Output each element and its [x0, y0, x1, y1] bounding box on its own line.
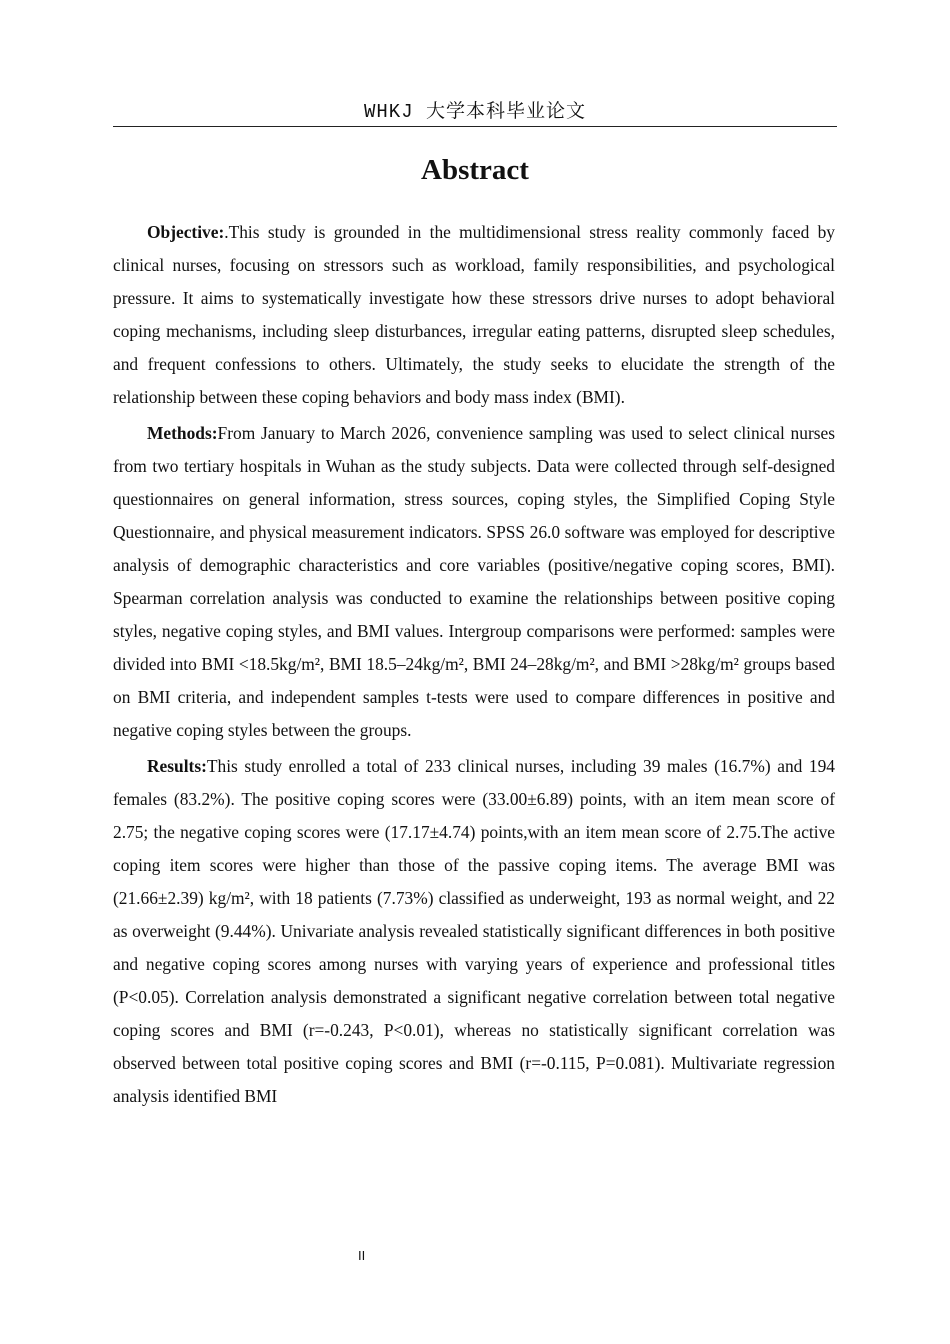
methods-label: Methods: [147, 423, 218, 443]
methods-text: From January to March 2026, convenience sampling was used to select clinical nurses from two tertiary hospitals in Wuhan as the study subjects. Data were collected through self-designed questionnaires on general information, stress sources, coping styles, the Simplified Coping Style Questionnaire, and physical measurement indicators. SPSS 26.0 software was employed for descriptive analysis of demographic characteristics and core variables (positive/negative coping scores, BMI). Spearman correlation analysis was conducted to examine the relationships between positive coping styles, negative coping styles, and BMI values. Intergroup comparisons were performed: samples were divided into BMI <18.5kg/m², BMI 18.5–24kg/m², BMI 24–28kg/m², and BMI >28kg/m² groups based on BMI criteria, and independent samples t-tests were used to compare differences in positive and negative coping styles between the groups. [113, 423, 835, 740]
header-title: WHKJ 大学本科毕业论文 [363, 101, 586, 123]
abstract-body [113, 216, 835, 1116]
paragraph-methods [113, 417, 835, 747]
paragraph-results [113, 750, 835, 1113]
results-text: This study enrolled a total of 233 clinical nurses, including 39 males (16.7%) and 194 females (83.2%). The positive coping scores were (33.00±6.89) points, with an item mean score of 2.75; the negative coping scores were (17.17±4.74) points,with an item mean score of 2.75.The active coping item scores were higher than those of the passive coping items. The average BMI was (21.66±2.39) kg/m², with 18 patients (7.73%) classified as underweight, 193 as normal weight, and 22 as overweight (9.44%). Univariate analysis revealed statistically significant differences in both positive and negative coping scores among nurses with varying years of experience and professional titles (P<0.05). Correlation analysis demonstrated a significant negative correlation between total negative coping scores and BMI (r=-0.243, P<0.01), whereas no statistically significant correlation was observed between total positive coping scores and BMI (r=-0.115, P=0.081). Multivariate regression analysis identified BMI [113, 756, 835, 1106]
objective-text: .This study is grounded in the multidimensional stress reality commonly faced by clinical nurses, focusing on stressors such as workload, family responsibilities, and psychological pressure. It aims to systematically investigate how these stressors drive nurses to adopt behavioral coping mechanisms, including sleep disturbances, irregular eating patterns, disrupted sleep schedules, and frequent confessions to others. Ultimately, the study seeks to elucidate the strength of the relationship between these coping behaviors and body mass index (BMI). [113, 222, 835, 407]
page-number: II [358, 1248, 366, 1263]
results-label: Results: [147, 756, 207, 776]
objective-label: Objective: [147, 222, 225, 242]
running-header [113, 96, 837, 127]
paragraph-objective [113, 216, 835, 414]
page-title: Abstract [421, 154, 529, 186]
